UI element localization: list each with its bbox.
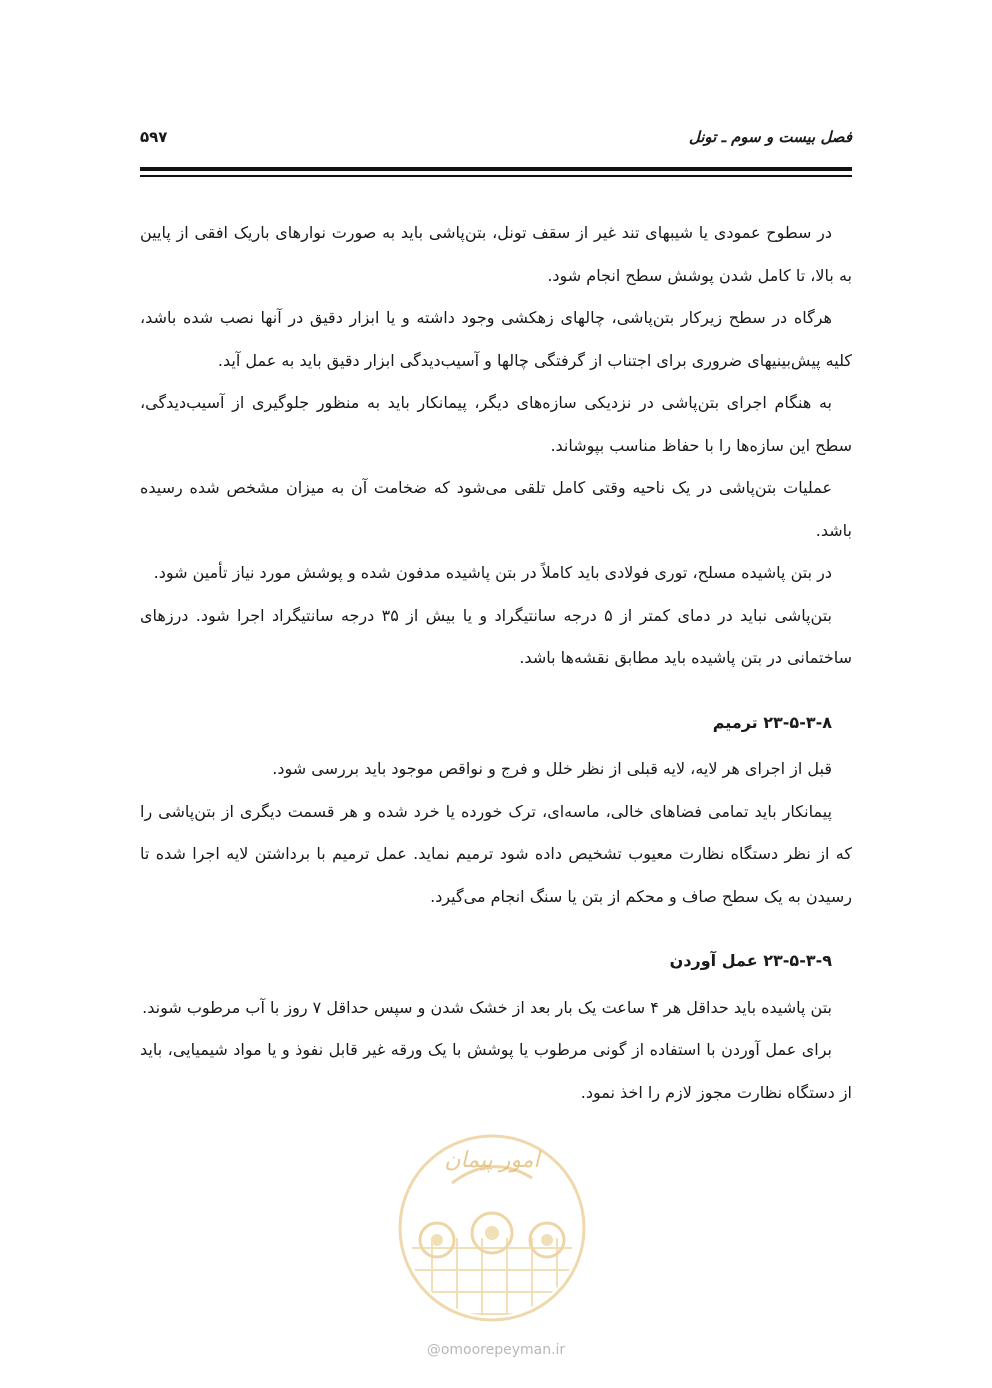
watermark-logo-text: امور پیمان	[444, 1148, 540, 1173]
body-content	[140, 212, 852, 1114]
paragraph: در سطوح عمودی یا شیبهای تند غیر از سقف تونل، بتن‌پاشی باید به صورت نوارهای باریک افقی از پایین به بالا، تا کامل شدن پوشش سطح انجام شود.	[140, 223, 852, 285]
header-rule-thick	[140, 167, 852, 171]
paragraph: بتن‌پاشی نباید در دمای کمتر از ۵ درجه سانتیگراد و یا بیش از ۳۵ درجه سانتیگراد اجرا شود. درزهای ساختمانی در بتن پاشیده باید مطابق نقشه‌ها باشد.	[140, 605, 852, 667]
chapter-title: فصل بیست و سوم ـ تونل	[688, 128, 852, 146]
paragraph: عملیات بتن‌پاشی در یک ناحیه وقتی کامل تلقی می‌شود که ضخامت آن به میزان مشخص شده رسیده باشد.	[140, 478, 852, 540]
paragraph: به هنگام اجرای بتن‌پاشی در نزدیکی سازه‌های دیگر، پیمانکار باید به منظور جلوگیری از آسیب‌دیدگی، سطح این سازه‌ها را با حفاظ مناسب بپوشاند.	[140, 393, 852, 455]
watermark-url: @omoorepeyman.ir	[426, 1342, 566, 1358]
paragraph: بتن پاشیده باید حداقل هر ۴ ساعت یک بار بعد از خشک شدن و سپس حداقل ۷ روز با آب مرطوب شوند.	[142, 997, 832, 1017]
paragraph: برای عمل آوردن با استفاده از گونی مرطوب یا پوشش با یک ورقه غیر قابل نفوذ و یا مواد شیمیایی، باید از دستگاه نظارت مجوز لازم را اخذ نمود.	[140, 1040, 852, 1102]
paragraph: در بتن پاشیده مسلح، توری فولادی باید کاملاً در بتن پاشیده مدفون شده و پوشش مورد نیاز تأمین شود.	[153, 563, 832, 582]
page-header	[140, 128, 852, 158]
paragraph: هرگاه در سطح زیرکار بتن‌پاشی، چالهای زهکشی وجود داشته و یا ابزار دقیق در آنها نصب شده باشد، کلیه پیش‌بینیهای ضروری برای اجتناب از گرفتگی چالها و آسیب‌دیدگی ابزار دقیق باید به عمل آید.	[140, 308, 852, 370]
paragraph: پیمانکار باید تمامی فضاهای خالی، ماسه‌ای، ترک خورده یا خرد شده و هر قسمت دیگری از بتن‌پاشی را که از نظر دستگاه نظارت معیوب تشخیص داده شود ترمیم نماید. عمل ترمیم با برداشتن لایه اجرا شده تا رسیدن به یک سطح صاف و محکم از بتن یا سنگ انجام می‌گیرد.	[140, 801, 852, 906]
section-heading-curing: ۲۳-۵-۳-۹ عمل آوردن	[669, 951, 832, 970]
paragraph: قبل از اجرای هر لایه، لایه قبلی از نظر خلل و فرج و نواقص موجود باید بررسی شود.	[272, 759, 832, 778]
header-rule-thin	[140, 175, 852, 177]
page-number: ۵۹۷	[140, 128, 168, 146]
section-heading-repair: ۲۳-۵-۳-۸ ترمیم	[712, 712, 832, 732]
